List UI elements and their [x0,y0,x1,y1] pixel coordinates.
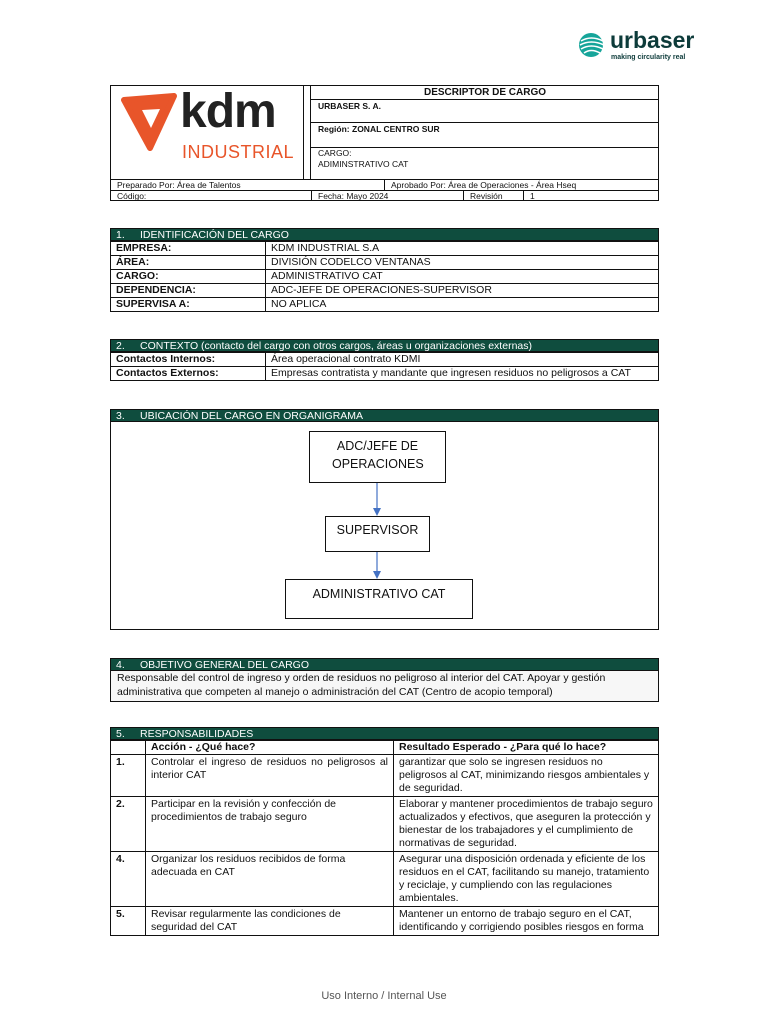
org-box-supervisor: SUPERVISOR [325,516,430,552]
col-result: Resultado Esperado - ¿Para qué lo hace? [394,741,659,755]
kdm-wordmark: kdm [180,85,276,138]
footer-classification: Uso Interno / Internal Use [321,990,447,1002]
urbaser-logo [578,27,708,64]
section-header: 2. CONTEXTO (contacto del cargo con otros cargos, áreas u organizaciones externas) [110,339,659,352]
date: Fecha: Mayo 2024 [318,191,389,201]
org-box-jefe: ADC/JEFE DE OPERACIONES [309,431,446,483]
approved-by: Aprobado Por: Área de Operaciones - Área Hseq [391,180,577,190]
table-row: EMPRESA: KDM INDUSTRIAL S.A [111,242,659,256]
descriptor-company: URBASER S. A. [318,101,381,111]
table-row: 4. Organizar los residuos recibidos de forma adecuada en CAT Asegurar una disposición ordenada y eficiente de los residuos en el CAT, facilitando su manejo, tratamiento y reciclaje, y cumpliendo con las regulaciones ambientales. [111,852,659,907]
col-action: Acción - ¿Qué hace? [146,741,394,755]
table-row: Contactos Internos: Área operacional contrato KDMI [111,353,659,367]
table-row: 1. Controlar el ingreso de residuos no peligrosos al interior CAT garantizar que solo se ingresen residuos no peligrosos al CAT, minimizando riesgos ambientales y de seguridad. [111,755,659,797]
table-header-row [111,741,659,755]
org-chart [110,422,659,630]
section-organigrama [110,409,659,630]
descriptor-cargo-label: CARGO: [318,148,352,158]
org-connector-1 [371,483,383,517]
descriptor-cargo-value: ADIMINSTRATIVO CAT [318,159,409,169]
kdm-logo [116,85,298,174]
revision-value: 1 [530,191,535,201]
table-row: 5. Revisar regularmente las condiciones de seguridad del CAT Mantener un entorno de trabajo seguro en el CAT, identificando y corrigiendo posibles riesgos en forma [111,907,659,936]
org-connector-2 [371,552,383,580]
prepared-by: Preparado Por: Área de Talentos [117,180,241,190]
revision-label: Revisión [470,191,503,201]
section-objetivo [110,658,659,702]
objective-text: Responsable del control de ingreso y orden de residuos no peligroso al interior del CAT. Apoyar y gestión administrativa que competen al manejo o administración del CAT (Centro de acopio temporal) [110,671,659,702]
table-row: ÁREA: DIVISIÓN CODELCO VENTANAS [111,256,659,270]
section-header: 3. UBICACIÓN DEL CARGO EN ORGANIGRAMA [110,409,659,422]
table-row: SUPERVISA A: NO APLICA [111,298,659,312]
section-header: 1. IDENTIFICACIÓN DEL CARGO [110,228,659,241]
descriptor-header [110,85,659,201]
kdm-triangle-icon [118,90,180,152]
urbaser-wave-icon [578,32,606,58]
kdm-industrial: INDUSTRIAL [182,142,295,162]
section-header: 4. OBJETIVO GENERAL DEL CARGO [110,658,659,671]
descriptor-region: Región: ZONAL CENTRO SUR [318,124,440,134]
urbaser-tagline: making circularity real [611,54,686,61]
table-row: CARGO: ADMINISTRATIVO CAT [111,270,659,284]
urbaser-name: urbaser [610,27,695,53]
table-row: Contactos Externos: Empresas contratista y mandante que ingresen residuos no peligrosos a CAT [111,367,659,381]
section-responsabilidades [110,727,659,936]
section-contexto [110,339,659,381]
code: Código: [117,191,147,201]
org-box-administrativo: ADMINISTRATIVO CAT [285,579,473,619]
table-row: DEPENDENCIA: ADC-JEFE DE OPERACIONES-SUPERVISOR [111,284,659,298]
descriptor-title: DESCRIPTOR DE CARGO [423,87,547,98]
table-row: 2. Participar en la revisión y confección de procedimientos de trabajo seguro Elaborar y mantener procedimientos de trabajo seguro actualizados y efectivos, que aseguren la protección y bienestar de los trabajadores y el cumplimiento de normativas de seguridad. [111,797,659,852]
section-header: 5. RESPONSABILIDADES [110,727,659,740]
section-identificacion [110,228,659,312]
